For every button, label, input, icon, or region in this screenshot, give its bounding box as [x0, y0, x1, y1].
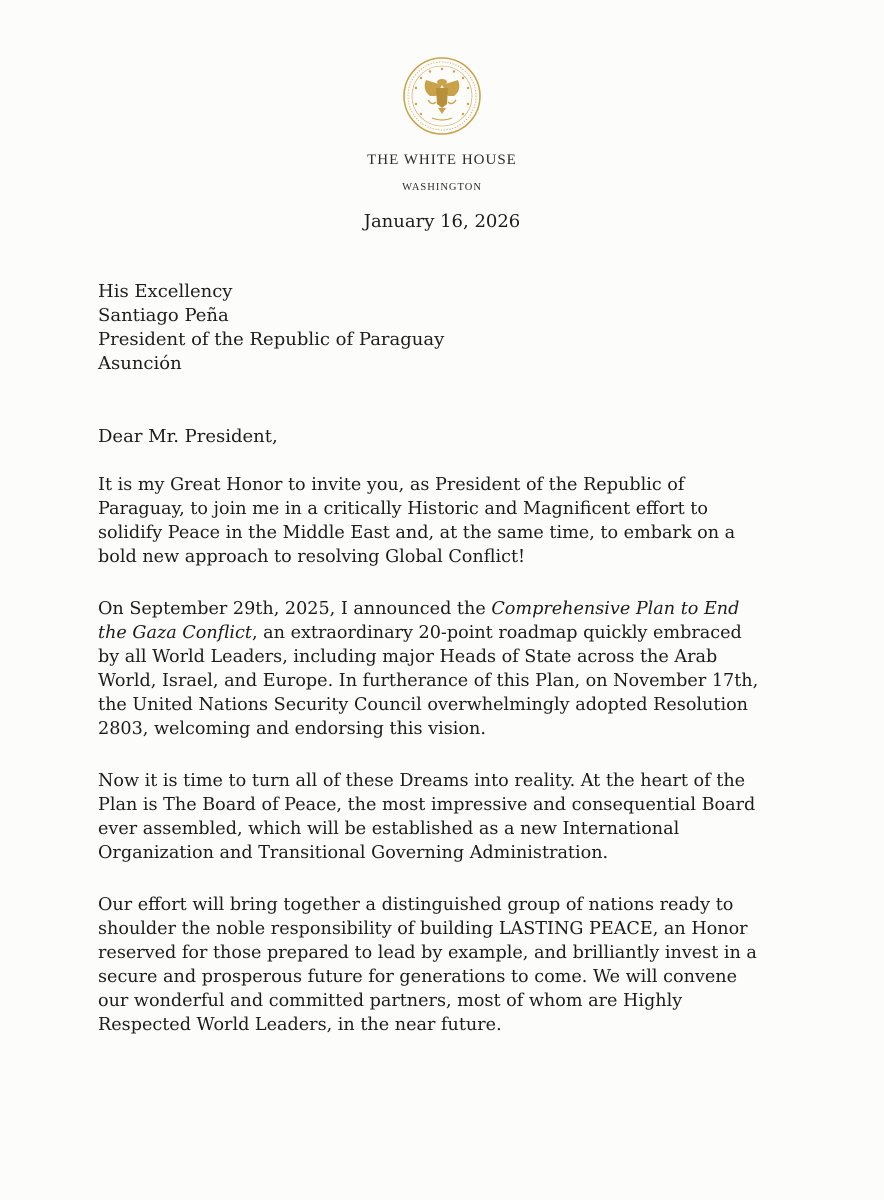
paragraph-line: Respected World Leaders, in the near future.: [98, 1015, 502, 1035]
recipient-line: President of the Republic of Paraguay: [98, 329, 445, 350]
paragraph-line: Paraguay, to join me in a critically Historic and Magnificent effort to: [98, 499, 708, 519]
paragraph-text: On September 29th, 2025, I announced the: [98, 599, 492, 619]
paragraph-line: [98, 621, 778, 645]
plan-title-italic: the Gaza Conflict: [98, 623, 252, 643]
paragraph-line: ever assembled, which will be established as a new International: [98, 819, 680, 839]
recipient-line: Santiago Peña: [98, 305, 229, 326]
paragraph-line: secure and prosperous future for generations to come. We will convene: [98, 967, 738, 987]
paragraph-line: solidify Peace in the Middle East and, at the same time, to embark on a: [98, 523, 736, 543]
paragraph-line: reserved for those prepared to lead by example, and brilliantly invest in a: [98, 943, 757, 963]
paragraph-line: [98, 597, 778, 621]
paragraph-line: Our effort will bring together a distinguished group of nations ready to: [98, 895, 734, 915]
paragraph-text: , an extraordinary 20-point roadmap quickly embraced: [251, 623, 742, 643]
paragraph-line: bold new approach to resolving Global Conflict!: [98, 547, 526, 567]
letterhead-subtitle: WASHINGTON: [402, 182, 482, 193]
letter-date: January 16, 2026: [363, 211, 521, 232]
recipient-address: [98, 280, 444, 376]
paragraph-line: the United Nations Security Council overwhelmingly adopted Resolution: [98, 695, 749, 715]
presidential-seal-icon: [402, 56, 482, 136]
paragraph-board-of-peace: [98, 769, 778, 865]
paragraph-line: our wonderful and committed partners, most of whom are Highly: [98, 991, 683, 1011]
paragraph-line: Organization and Transitional Governing Administration.: [98, 843, 609, 863]
recipient-line: Asunción: [98, 353, 182, 374]
paragraph-invitation: [98, 473, 778, 569]
recipient-line: His Excellency: [98, 281, 233, 302]
paragraph-line: It is my Great Honor to invite you, as President of the Republic of: [98, 475, 685, 495]
paragraph-line: World, Israel, and Europe. In furtherance of this Plan, on November 17th,: [98, 671, 759, 691]
salutation: Dear Mr. President,: [98, 426, 278, 447]
paragraph-line: Now it is time to turn all of these Dreams into reality. At the heart of the: [98, 771, 746, 791]
paragraph-line: by all World Leaders, including major Heads of State across the Arab: [98, 647, 718, 667]
paragraph-line: 2803, welcoming and endorsing this vision.: [98, 719, 486, 739]
paragraph-plan: [98, 597, 778, 741]
paragraph-line: shoulder the noble responsibility of building LASTING PEACE, an Honor: [98, 919, 748, 939]
paragraph-line: Plan is The Board of Peace, the most impressive and consequential Board: [98, 795, 756, 815]
plan-title-italic: Comprehensive Plan to End: [491, 599, 740, 619]
paragraph-partners: [98, 893, 778, 1037]
letterhead-title: THE WHITE HOUSE: [367, 152, 517, 168]
